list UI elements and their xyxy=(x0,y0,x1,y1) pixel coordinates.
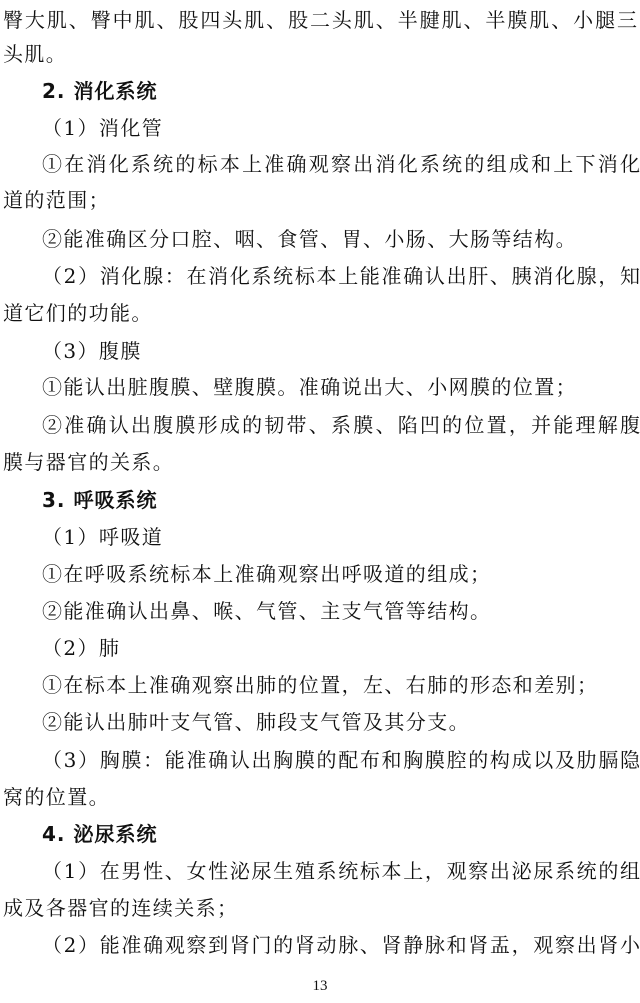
text-line: （2）消化腺：在消化系统标本上能准确认出肝、胰消化腺，知 xyxy=(42,264,640,288)
section-heading: 4. 泌尿系统 xyxy=(42,822,158,846)
text-line: 成及各器官的连续关系； xyxy=(3,896,239,920)
text-line: ①在标本上准确观察出肺的位置，左、右肺的形态和差别； xyxy=(42,673,599,697)
text-line: 膜与器官的关系。 xyxy=(3,450,175,474)
text-line: ②能准确区分口腔、咽、食管、胃、小肠、大肠等结构。 xyxy=(42,227,577,251)
text-line: ②能准确认出鼻、喉、气管、主支气管等结构。 xyxy=(42,599,492,623)
section-heading: 2. 消化系统 xyxy=(42,79,158,103)
text-line: 臀大肌、臀中肌、股四头肌、股二头肌、半腱肌、半膜肌、小腿三 xyxy=(3,8,637,32)
text-line: 头肌。 xyxy=(3,42,68,66)
subsection-heading: （3）腹膜 xyxy=(42,339,142,363)
text-line: ②能认出肺叶支气管、肺段支气管及其分支。 xyxy=(42,710,470,734)
text-line: （2）能准确观察到肾门的肾动脉、肾静脉和肾盂，观察出肾小 xyxy=(42,933,640,957)
text-line: （3）胸膜：能准确认出胸膜的配布和胸膜腔的构成以及肋膈隐 xyxy=(42,748,640,772)
text-line: 窝的位置。 xyxy=(3,785,110,809)
text-line: 道它们的功能。 xyxy=(3,301,153,325)
text-line: ①能认出脏腹膜、壁腹膜。准确说出大、小网膜的位置； xyxy=(42,375,577,399)
subsection-heading: （1）消化管 xyxy=(42,116,164,140)
section-heading: 3. 呼吸系统 xyxy=(42,488,158,512)
text-line: ①在呼吸系统标本上准确观察出呼吸道的组成； xyxy=(42,562,492,586)
page-number: 13 xyxy=(312,978,328,994)
text-line: ①在消化系统的标本上准确观察出消化系统的组成和上下消化 xyxy=(42,152,640,176)
text-line: 道的范围； xyxy=(3,188,110,212)
text-line: （1）在男性、女性泌尿生殖系统标本上，观察出泌尿系统的组 xyxy=(42,859,640,883)
subsection-heading: （2）肺 xyxy=(42,636,121,660)
subsection-heading: （1）呼吸道 xyxy=(42,525,164,549)
text-line: ②准确认出腹膜形成的韧带、系膜、陷凹的位置，并能理解腹 xyxy=(42,413,640,437)
